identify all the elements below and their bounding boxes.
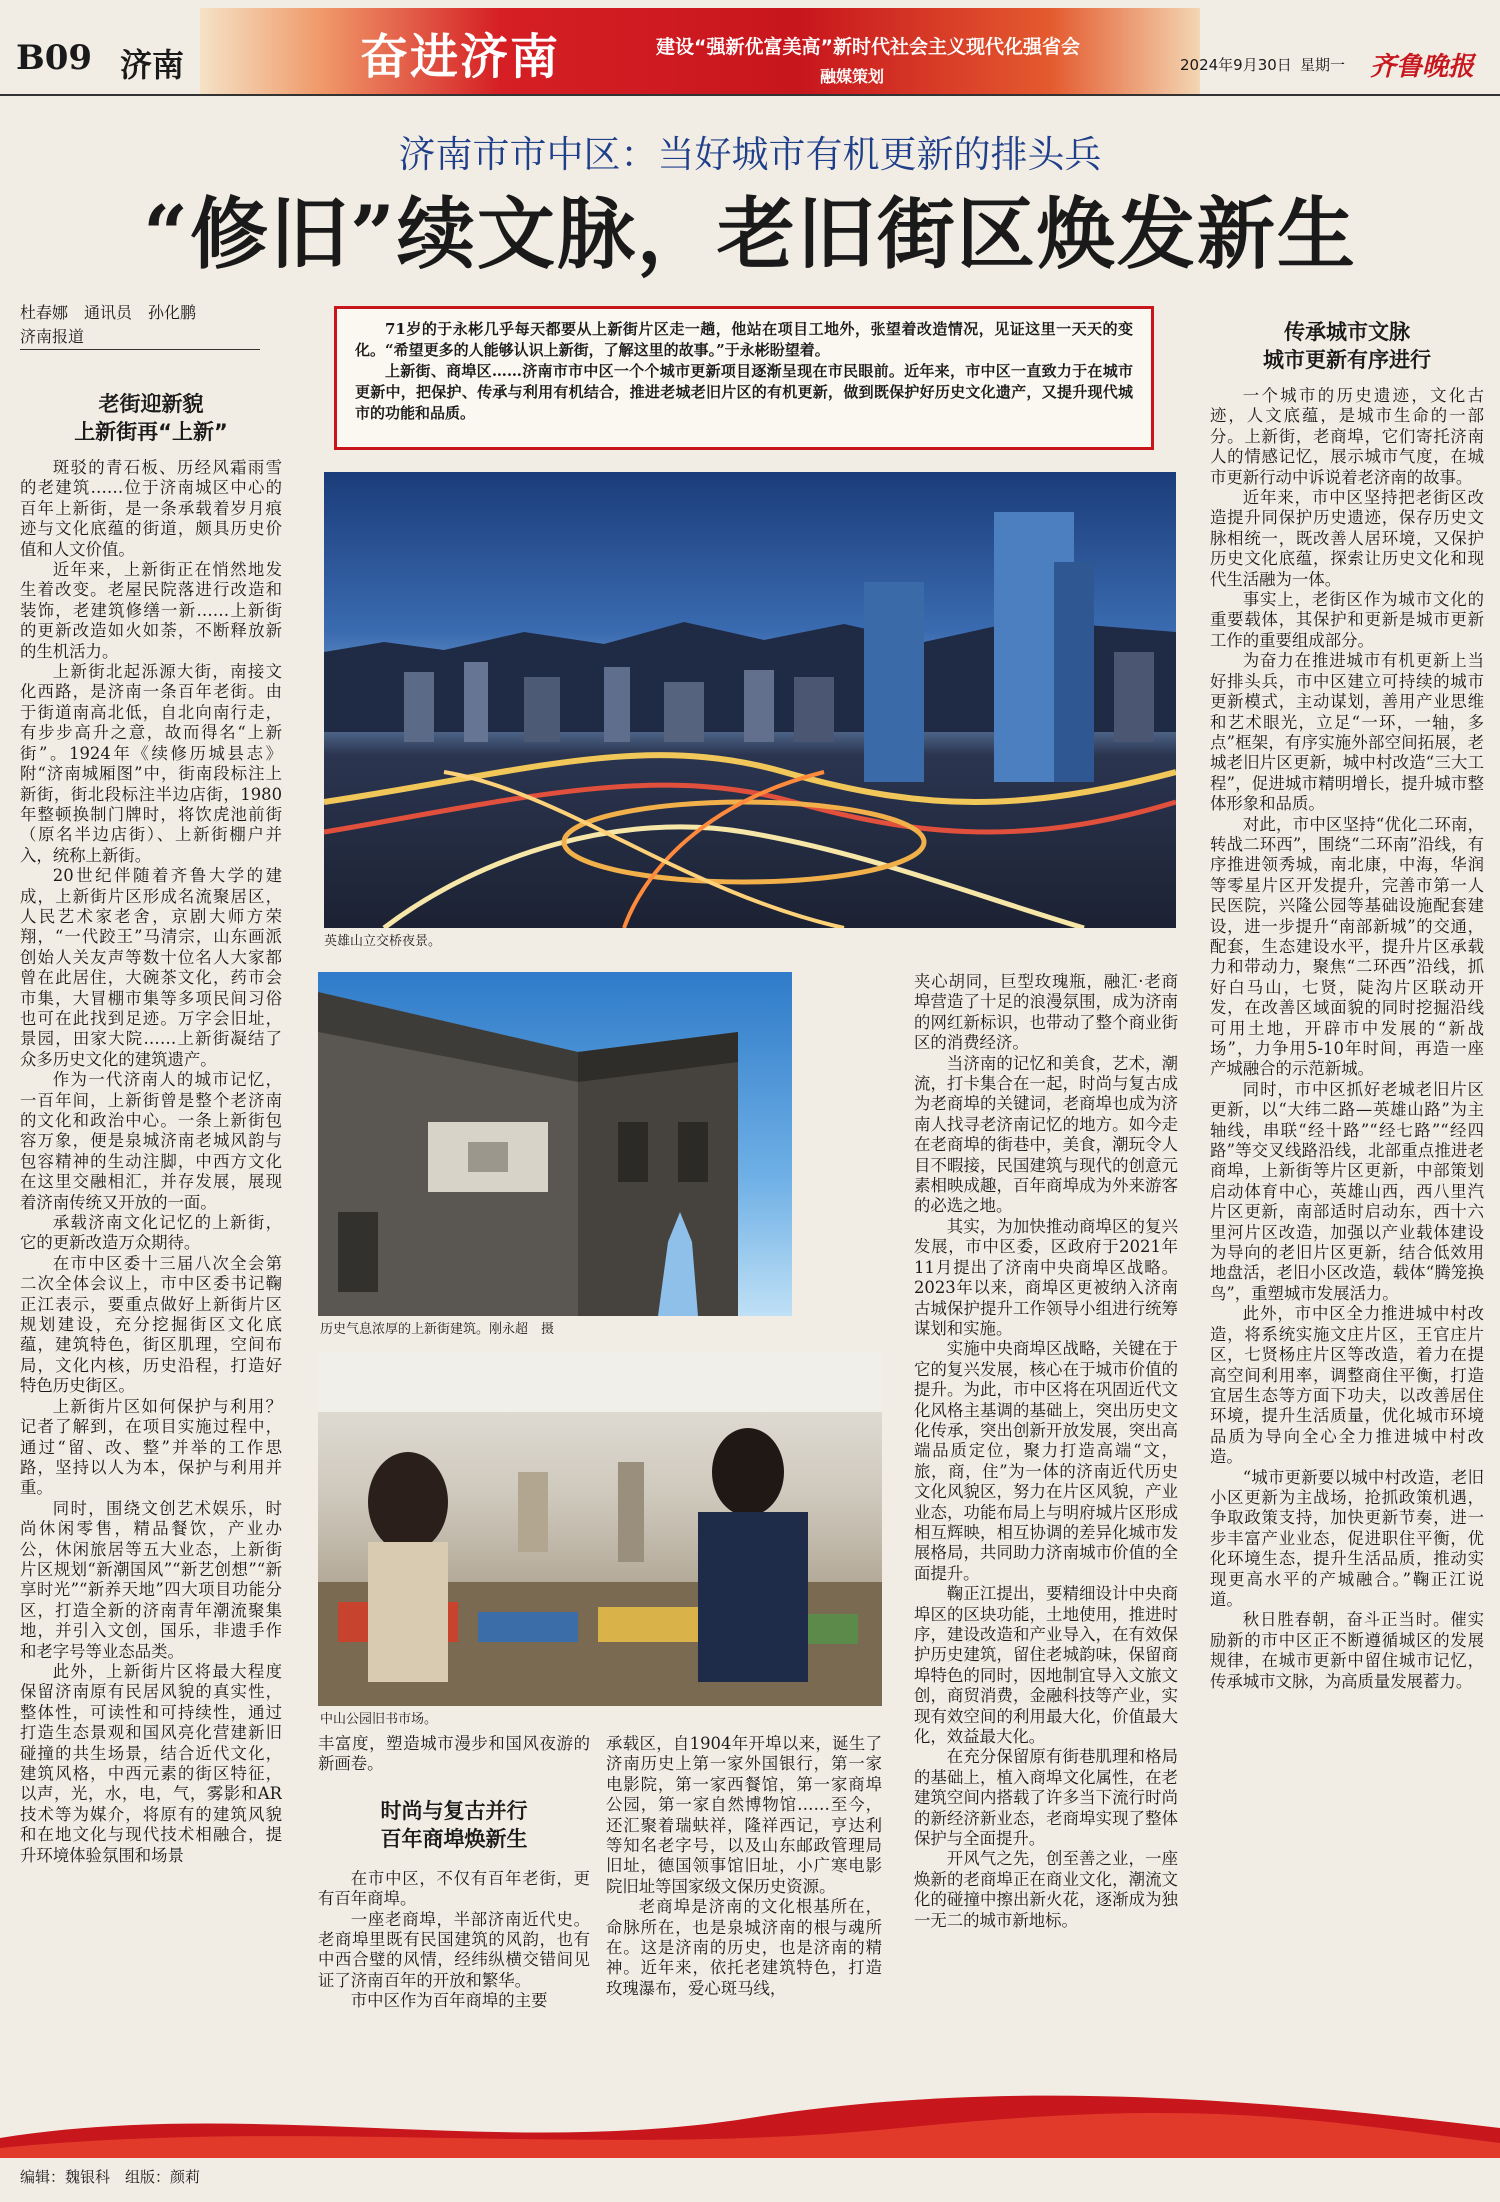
paragraph: 承载区，自1904年开埠以来，诞生了济南历史上第一家外国银行，第一家电影院，第一家西餐馆，第一家商埠公园，第一家自然博物馆……至今，还汇聚着瑞蚨祥，隆祥西记，亨达利等知名老字号，以及山东邮政管理局旧址，德国领事馆旧址，小广寒电影院旧址等国家级文保历史资源。 <box>606 1734 882 1896</box>
col2-subhead-line2: 百年商埠焕新生 <box>380 1826 528 1851</box>
col2-subhead <box>318 1797 590 1853</box>
lead-paragraph-1: 71岁的于永彬几乎每天都要从上新街片区走一趟，他站在项目工地外，张望着改造情况，见证这里一天天的变化。“希望更多的人能够认识上新街，了解这里的故事。”于永彬盼望着。 <box>355 320 1133 359</box>
column-2 <box>318 1734 590 2084</box>
photo-old-building <box>318 972 792 1316</box>
paragraph: 当济南的记忆和美食，艺术，潮流，打卡集合在一起，时尚与复古成为老商埠的关键词，老商埠也成为济南人找寻老济南记忆的地方。如今走在老商埠的街巷中，美食，潮玩令人目不暇接，民国建筑与现代的创意元素相映成趣，百年商埠成为外来游客的必选之地。 <box>914 1053 1178 1216</box>
banner <box>200 8 1200 94</box>
paragraph: 其实，为加快推动商埠区的复兴发展，市中区委，区政府于2021年11月提出了济南中央商埠区战略。2023年以来，商埠区更被纳入济南古城保护提升工作领导小组进行统筹谋划和实施。 <box>914 1216 1178 1338</box>
col3-body <box>606 1734 882 1999</box>
column-4 <box>914 972 1178 2082</box>
col5-subhead-line1: 传承城市文脉 <box>1284 320 1410 344</box>
photo-book-market <box>318 1352 882 1706</box>
footer-credits: 编辑：魏银科 组版：颜莉 <box>20 2168 201 2186</box>
paragraph: 在市中区委十三届八次全会第二次全体会议上，市中区委书记鞠正江表示，要重点做好上新街片区规划建设，充分挖掘街区文化底蕴，建筑特色，街区肌理，空间布局，文化内核，历史沿程，打造好特色历史街区。 <box>20 1253 282 1396</box>
col5-body <box>1210 386 1484 1692</box>
paragraph: 秋日胜春朝，奋斗正当时。催实励新的市中区正不断遵循城区的发展规律，在城市更新中留住城市记忆，传承城市文脉，为高质量发展蓄力。 <box>1210 1610 1484 1691</box>
paragraph: “城市更新要以城中村改造，老旧小区更新为主战场，抢抓政策机遇，争取政策支持，加快更新节奏，进一步丰富产业业态，促进职住平衡，优化环境生态，提升生活品质，推动实现更高水平的产城融合。”鞠正江说道。 <box>1210 1467 1484 1609</box>
col1-subhead-line2: 上新街再“上新” <box>74 420 228 444</box>
paragraph: 近年来，上新街正在悄然地发生着改变。老屋民院落进行改造和装饰，老建筑修缮一新……上新街的更新改造如火如荼，不断释放新的生机活力。 <box>20 560 282 661</box>
paragraph: 在市中区，不仅有百年老街，更有百年商埠。 <box>318 1868 590 1909</box>
banner-title: 奋进济南 <box>360 29 561 85</box>
col2-continuation <box>318 1734 590 1775</box>
byline: 杜春娜 通讯员 孙化鹏 <box>20 303 197 322</box>
paragraph: 斑驳的青石板、历经风霜雨雪的老建筑……位于济南城区中心的百年上新街，是一条承载着岁月痕迹与文化底蕴的街道，颇具历史价值和人文价值。 <box>20 458 282 559</box>
column-5 <box>1210 318 1484 2080</box>
paragraph: 鞠正江提出，要精细设计中央商埠区的区块功能，土地使用，推进时序，建设改造和产业导入，在有效保护历史建筑，留住老城韵味，保留商埠特色的同时，因地制宜导入文旅文创，商贸消费，金融科技等产业，实现有效空间的利用最大化，价值最大化，效益最大化。 <box>914 1584 1178 1747</box>
section-name: 济南 <box>120 46 185 84</box>
paragraph: 此外，市中区全力推进城中村改造，将系统实施文庄片区，王官庄片区，七贤杨庄片区等改造，着力在提高空间利用率，调整商住平衡，打造宜居生态等方面下功夫，以改善居住环境，提升生活质量，优化城市环境品质为导向全心全力推进城中村改造。 <box>1210 1304 1484 1467</box>
paragraph: 上新街片区如何保护与利用？记者了解到，在项目实施过程中，通过“留、改、整”并举的工作思路，坚持以人为本，保护与利用并重。 <box>20 1396 282 1498</box>
col1-body <box>20 458 282 1866</box>
page-code: B09 <box>16 38 93 78</box>
lead-box <box>334 306 1154 450</box>
paragraph: 同时，围绕文创艺术娱乐，时尚休闲零售，精品餐饮，产业办公，休闲旅居等五大业态，上新街片区规划“新潮国风”“新艺创想”“新享时光”“新养天地”四大项目功能分区，打造全新的济南青年潮流聚集地，并引入文创，国乐，非遗手作和老字号等业态品类。 <box>20 1498 282 1661</box>
headline: “修旧”续文脉，老旧街区焕发新生 <box>143 189 1357 280</box>
banner-line2: 融媒策划 <box>820 67 885 86</box>
paragraph: 承载济南文化记忆的上新街，它的更新改造万众期待。 <box>20 1213 282 1253</box>
kicker: 济南市市中区：当好城市有机更新的排头兵 <box>398 133 1102 176</box>
photo3-caption: 中山公园旧书市场。 <box>320 1712 438 1727</box>
paragraph: 老商埠是济南的文化根基所在，命脉所在，也是泉城济南的根与魂所在。这是济南的历史，也是济南的精神。近年来，依托老建筑特色，打造玫瑰瀑布，爱心斑马线， <box>606 1897 882 1998</box>
photo-interchange-night <box>324 472 1176 928</box>
paragraph: 开风气之先，创至善之业，一座焕新的老商埠正在商业文化，潮流文化的碰撞中擦出新火花，逐渐成为独一无二的城市新地标。 <box>914 1849 1178 1930</box>
red-wave-decoration <box>0 2088 1500 2158</box>
paragraph: 近年来，市中区坚持把老街区改造提升同保护历史遗迹，保存历史文脉相统一，既改善人居环境，又保护历史文化底蕴，探索让历史文化和现代生活融为一体。 <box>1210 488 1484 589</box>
lead-paragraph-2: 上新街、商埠区……济南市市中区一个个城市更新项目逐渐呈现在市民眼前。近年来，市中区一直致力于在城市更新中，把保护、传承与利用有机结合，推进老城老旧片区的有机更新，做到既保护好历史文化遗产，又提升现代城市的功能和品质。 <box>355 362 1133 422</box>
issue-weekday: 星期一 <box>1300 56 1346 74</box>
paragraph: 一个城市的历史遗迹，文化古迹，人文底蕴，是城市生命的一部分。上新街，老商埠，它们寄托济南人的情感记忆，展示城市气度，在城市更新行动中诉说着老济南的故事。 <box>1210 386 1484 487</box>
paragraph: 事实上，老街区作为城市文化的重要载体，其保护和更新是城市更新工作的重要组成部分。 <box>1210 590 1484 650</box>
paragraph: 夹心胡同，巨型玫瑰瓶，融汇·老商埠营造了十足的浪漫氛围，成为济南的网红新标识，也带动了整个商业街区的消费经济。 <box>914 972 1178 1053</box>
photo2-caption: 历史气息浓厚的上新街建筑。刚永超 摄 <box>320 1322 555 1337</box>
header-rule <box>0 94 1500 96</box>
col2-body <box>318 1869 590 2012</box>
paragraph: 丰富度，塑造城市漫步和国风夜游的新画卷。 <box>318 1734 590 1774</box>
paragraph: 作为一代济南人的城市记忆，一百年间，上新街曾是整个老济南的文化和政治中心。一条上新街包容万象，便是泉城济南老城风韵与包容精神的生动注脚，中西方文化在这里交融相汇，并存发展，展现着济南传统又开放的一面。 <box>20 1070 282 1212</box>
paragraph: 一座老商埠，半部济南近代史。老商埠里既有民国建筑的风韵，也有中西合璧的风情，经纬纵横交错间见证了济南百年的开放和繁华。 <box>318 1909 590 1990</box>
column-3 <box>606 1734 882 2084</box>
footer-ribbon <box>0 2088 1500 2158</box>
building-illustration <box>318 972 792 1316</box>
paragraph: 此外，上新街片区将最大程度保留济南原有民居风貌的真实性，整体性，可读性和可持续性，通过打造生态景观和国风亮化营建新旧碰撞的共生场景，结合近代文化，建筑风格，中西元素的街区特征，以声，光，水，电，气，雾影和AR技术等为媒介，将原有的建筑风貌和在地文化与现代技术相融合，提升环境体验氛围和场景 <box>20 1661 282 1865</box>
col1-subhead-line1: 老街迎新貌 <box>98 392 204 416</box>
col5-subhead-line2: 城市更新有序进行 <box>1263 348 1431 372</box>
paragraph: 在充分保留原有街巷肌理和格局的基础上，植入商埠文化属性，在老建筑空间内搭载了许多当下流行时尚的新经济新业态，老商埠实现了整体保护与全面提升。 <box>914 1747 1178 1849</box>
byline-location: 济南报道 <box>20 324 260 350</box>
market-illustration <box>318 1352 882 1706</box>
issue-date: 2024年9月30日 <box>1180 56 1292 74</box>
col2-subhead-line1: 时尚与复古并行 <box>380 1798 528 1823</box>
col1-subhead <box>20 390 282 446</box>
paragraph: 对此，市中区坚持“优化二环南，转战二环西”，围绕“二环南”沿线，有序推进领秀城，南北康，中海，华润等零星片区开发提升，完善市第一人民医院，兴隆公园等基础设施配套建设，进一步提升“南部新城”的交通，配套，生态建设水平，提升片区承载力和带动力，聚焦“二环西”沿线，抓好白马山，七贤，陡沟片区联动开发，在改善区域面貌的同时挖掘沿线可用土地，开辟市中发展的“新战场”，力争用5-10年时间，再造一座产城融合的示范新城。 <box>1210 814 1484 1079</box>
column-1 <box>20 390 282 2080</box>
col5-subhead <box>1210 318 1484 374</box>
paragraph: 为奋力在推进城市有机更新上当好排头兵，市中区建立可持续的城市更新模式，主动谋划，善用产业思维和艺术眼光，立足“一环，一轴，多点”框架，有序实施外部空间拓展，老城老旧片区更新，城中村改造“三大工程”，促进城市精明增长，提升城市整体形象和品质。 <box>1210 651 1484 814</box>
paragraph: 20世纪伴随着齐鲁大学的建成，上新街片区形成名流聚居区，人民艺术家老舍，京剧大师方荣翔，“一代跤王”马清宗，山东画派创始人关友声等数十位名人大家都曾在此居住，大碗茶文化，药市会市集，大冒棚市集等多项民间习俗也可在此找到足迹。万字会旧址，景园，田家大院……上新街凝结了众多历史文化的建筑遗产。 <box>20 866 282 1069</box>
banner-line1: 建设“强新优富美高”新时代社会主义现代化强省会 <box>656 36 1080 58</box>
photo1-caption: 英雄山立交桥夜景。 <box>324 934 442 949</box>
header-bar <box>0 0 1500 96</box>
paper-logo: 齐鲁晚报 <box>1370 52 1475 82</box>
paragraph: 同时，市中区抓好老城老旧片区更新，以“大纬二路—英雄山路”为主轴线，串联“经十路”“经七路”“经四路”等交叉线路沿线，北部重点推进老商埠，上新街等片区更新，中部策划启动体育中心，英雄山西，西八里汽片区更新，南部适时启动东，西十六里河片区改造，加强以产业载体建设为导向的老旧片区更新，结合低效用地盘活，老旧小区改造，载体“腾笼换鸟”，重塑城市发展活力。 <box>1210 1079 1484 1303</box>
paragraph: 市中区作为百年商埠的主要 <box>350 1991 548 2011</box>
paragraph: 上新街北起泺源大街，南接文化西路，是济南一条百年老街。由于街道南高北低，自北向南行走，有步步高升之意，故而得名“上新街”。1924年《续修历城县志》附“济南城厢图”中，街南段标注上新街，街北段标注半边店街，1980年整顿换制门牌时，将饮虎池前街（原名半边店街）、上新街棚户并入，统称上新街。 <box>20 662 282 865</box>
col4-body <box>914 972 1178 1931</box>
paragraph: 实施中央商埠区战略，关键在于它的复兴发展，核心在于城市价值的提升。为此，市中区将在巩固近代文化风格主基调的基础上，突出历史文化传承，突出创新开放发展，突出高端品质定位，聚力打造高端“文，旅，商，住”为一体的济南近代历史文化风貌区，努力在片区风貌，产业业态，功能布局上与明府城片区形成相互辉映，相互协调的差异化城市发展格局，共同助力济南城市价值的全面提升。 <box>914 1339 1178 1583</box>
interchange-illustration <box>324 472 1176 928</box>
